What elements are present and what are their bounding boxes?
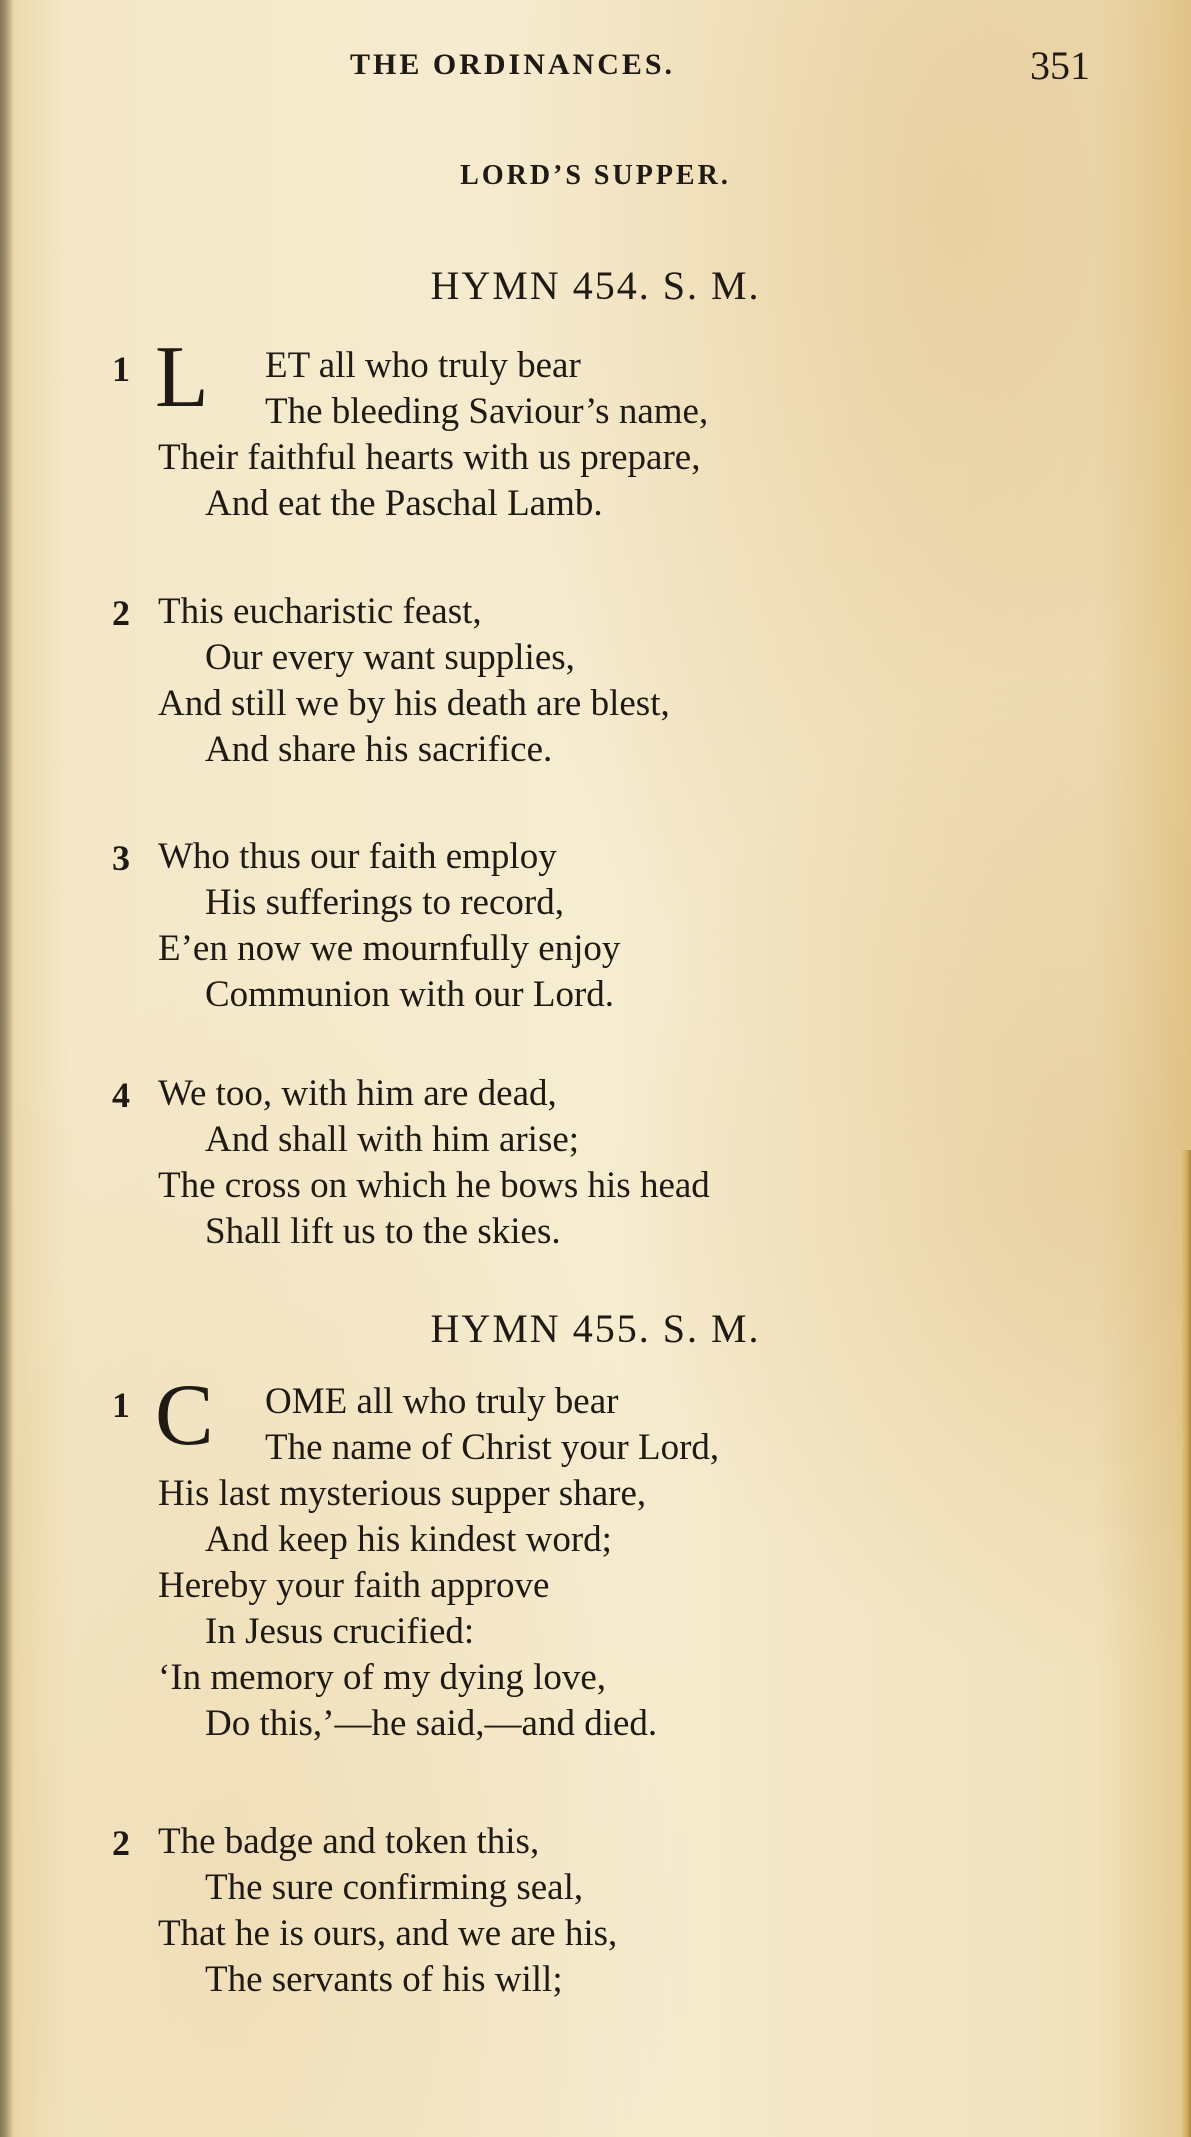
verse-line: E’en now we mournfully enjoy — [158, 928, 621, 969]
hymn-title: HYMN 455. S. M. — [430, 1306, 761, 1351]
verse-number: 3 — [112, 838, 130, 878]
verse-line: And eat the Paschal Lamb. — [205, 483, 603, 524]
verse-line: OME all who truly bear — [265, 1381, 619, 1422]
verse-line: The sure confirming seal, — [205, 1867, 584, 1908]
section-title: LORD’S SUPPER. — [460, 160, 731, 191]
verse-line: And shall with him arise; — [205, 1119, 580, 1160]
verse-line: The name of Christ your Lord, — [265, 1427, 720, 1468]
verse-line: In Jesus crucified: — [205, 1611, 475, 1652]
verse-line: The servants of his will; — [205, 1959, 563, 2000]
verse-line: The bleeding Saviour’s name, — [265, 391, 709, 432]
verse-line: And share his sacrifice. — [205, 729, 553, 770]
page-number: 351 — [1030, 43, 1090, 88]
page-stain-edge — [1181, 1150, 1191, 2137]
verse-line: That he is ours, and we are his, — [158, 1913, 618, 1954]
verse-line: Shall lift us to the skies. — [205, 1211, 561, 1252]
drop-capital: L — [155, 329, 209, 426]
verse-number: 1 — [112, 349, 130, 389]
verse-line: We too, with him are dead, — [158, 1073, 557, 1114]
verse-line: This eucharistic feast, — [158, 591, 482, 632]
verse-line: The cross on which he bows his head — [158, 1165, 710, 1206]
verse-number: 2 — [112, 1823, 130, 1863]
page-binding-edge — [0, 0, 14, 2137]
verse-line: Do this,’—he said,—and died. — [205, 1703, 658, 1744]
verse-line: Hereby your faith approve — [158, 1565, 550, 1606]
verse-line: His last mysterious supper share, — [158, 1473, 647, 1514]
page-header — [0, 42, 1191, 102]
verse-number: 4 — [112, 1075, 130, 1115]
verse-line: And keep his kindest word; — [205, 1519, 612, 1560]
verse-number: 2 — [112, 593, 130, 633]
verse-line: The badge and token this, — [158, 1821, 540, 1862]
running-head: THE ORDINANCES. — [350, 48, 676, 81]
verse-line: Communion with our Lord. — [205, 974, 615, 1015]
verse-line: ET all who truly bear — [265, 345, 581, 386]
verse-number: 1 — [112, 1385, 130, 1425]
verse-line: Who thus our faith employ — [158, 836, 557, 877]
verse-line: ‘In memory of my dying love, — [158, 1657, 607, 1698]
drop-capital: C — [155, 1367, 214, 1464]
verse-line: And still we by his death are blest, — [158, 683, 670, 724]
hymn-title: HYMN 454. S. M. — [430, 263, 761, 308]
verse-line: Their faithful hearts with us prepare, — [158, 437, 701, 478]
verse-line: His sufferings to record, — [205, 882, 564, 923]
verse-line: Our every want supplies, — [205, 637, 575, 678]
